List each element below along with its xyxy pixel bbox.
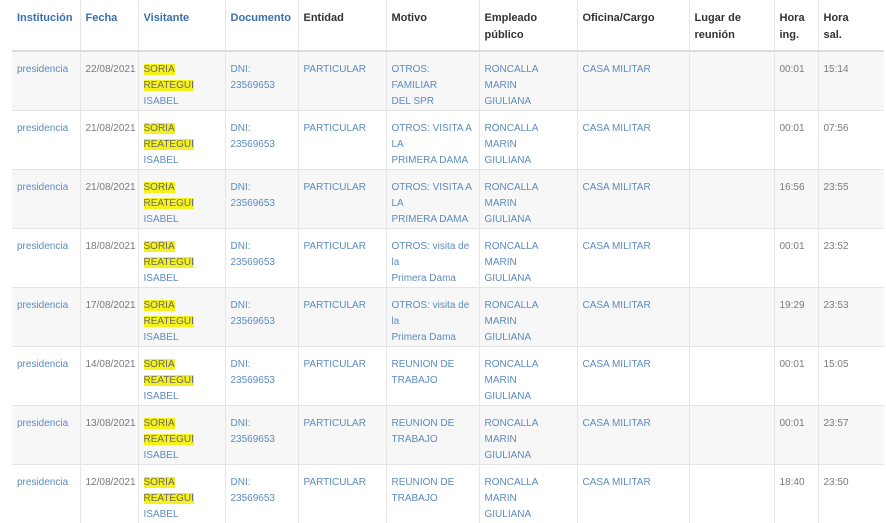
motivo-line2: TRABAJO bbox=[392, 375, 438, 386]
visitante-name-line2: ISABEL bbox=[144, 155, 179, 166]
cell-lugar bbox=[689, 465, 774, 523]
cell-visitante[interactable] bbox=[138, 406, 225, 465]
cell-institucion[interactable]: presidencia bbox=[12, 111, 80, 170]
visitante-highlight: SORIA REATEGUI bbox=[144, 64, 194, 91]
cell-oficina[interactable]: CASA MILITAR bbox=[577, 465, 689, 523]
cell-hora-sal: 23:50 bbox=[818, 465, 884, 523]
cell-hora-ing: 18:40 bbox=[774, 465, 818, 523]
visitante-highlight: SORIA REATEGUI bbox=[144, 477, 194, 504]
cell-oficina[interactable]: CASA MILITAR bbox=[577, 111, 689, 170]
table-row bbox=[12, 111, 884, 170]
cell-entidad[interactable]: PARTICULAR bbox=[298, 347, 386, 406]
cell-documento[interactable]: DNI: 23569653 bbox=[225, 406, 298, 465]
cell-fecha: 22/08/2021 bbox=[80, 51, 138, 111]
cell-empleado[interactable] bbox=[479, 111, 577, 170]
cell-empleado[interactable] bbox=[479, 288, 577, 347]
table-row bbox=[12, 51, 884, 111]
visitante-name-line2: ISABEL bbox=[144, 450, 179, 461]
header-hora-sal-line2: sal. bbox=[824, 29, 842, 41]
cell-entidad[interactable]: PARTICULAR bbox=[298, 465, 386, 523]
header-hora-sal bbox=[818, 0, 884, 51]
cell-visitante[interactable] bbox=[138, 347, 225, 406]
visitante-name-line2: ISABEL bbox=[144, 509, 179, 520]
cell-visitante[interactable] bbox=[138, 229, 225, 288]
motivo-line1: OTROS: visita de la bbox=[392, 241, 470, 268]
cell-institucion[interactable]: presidencia bbox=[12, 229, 80, 288]
cell-fecha: 21/08/2021 bbox=[80, 111, 138, 170]
cell-motivo[interactable] bbox=[386, 170, 479, 229]
cell-hora-ing: 00:01 bbox=[774, 347, 818, 406]
motivo-line2: PRIMERA DAMA bbox=[392, 214, 469, 225]
cell-documento[interactable]: DNI: 23569653 bbox=[225, 170, 298, 229]
cell-oficina[interactable]: CASA MILITAR bbox=[577, 229, 689, 288]
empleado-line1: RONCALLA MARIN bbox=[485, 300, 538, 327]
table-row bbox=[12, 170, 884, 229]
cell-documento[interactable]: DNI: 23569653 bbox=[225, 229, 298, 288]
cell-empleado[interactable] bbox=[479, 465, 577, 523]
motivo-line2: Primera Dama bbox=[392, 273, 456, 284]
empleado-line1: RONCALLA MARIN bbox=[485, 123, 538, 150]
header-hora-ing-line2: ing. bbox=[780, 29, 800, 41]
cell-institucion[interactable]: presidencia bbox=[12, 170, 80, 229]
empleado-line1: RONCALLA MARIN bbox=[485, 418, 538, 445]
table-row bbox=[12, 229, 884, 288]
motivo-line1: REUNION DE bbox=[392, 359, 455, 370]
cell-lugar bbox=[689, 51, 774, 111]
cell-documento[interactable]: DNI: 23569653 bbox=[225, 51, 298, 111]
cell-motivo[interactable] bbox=[386, 288, 479, 347]
cell-documento[interactable]: DNI: 23569653 bbox=[225, 465, 298, 523]
cell-institucion[interactable]: presidencia bbox=[12, 51, 80, 111]
header-oficina: Oficina/Cargo bbox=[577, 0, 689, 51]
cell-empleado[interactable] bbox=[479, 51, 577, 111]
cell-fecha: 13/08/2021 bbox=[80, 406, 138, 465]
motivo-line1: REUNION DE bbox=[392, 418, 455, 429]
cell-visitante[interactable] bbox=[138, 170, 225, 229]
cell-hora-ing: 00:01 bbox=[774, 229, 818, 288]
visits-table bbox=[12, 0, 884, 523]
motivo-line1: OTROS: FAMILIAR bbox=[392, 64, 438, 91]
cell-fecha: 12/08/2021 bbox=[80, 465, 138, 523]
cell-fecha: 14/08/2021 bbox=[80, 347, 138, 406]
cell-hora-sal: 23:53 bbox=[818, 288, 884, 347]
visitante-highlight: SORIA REATEGUI bbox=[144, 182, 194, 209]
header-entidad: Entidad bbox=[298, 0, 386, 51]
cell-entidad[interactable]: PARTICULAR bbox=[298, 406, 386, 465]
cell-hora-sal: 23:52 bbox=[818, 229, 884, 288]
cell-institucion[interactable]: presidencia bbox=[12, 465, 80, 523]
empleado-line2: GIULIANA bbox=[485, 391, 532, 402]
visitante-highlight: SORIA REATEGUI bbox=[144, 418, 194, 445]
cell-entidad[interactable]: PARTICULAR bbox=[298, 288, 386, 347]
visitante-name-line2: ISABEL bbox=[144, 391, 179, 402]
cell-hora-sal: 07:56 bbox=[818, 111, 884, 170]
visitante-name-line2: ISABEL bbox=[144, 273, 179, 284]
cell-empleado[interactable] bbox=[479, 406, 577, 465]
cell-documento[interactable]: DNI: 23569653 bbox=[225, 111, 298, 170]
cell-visitante[interactable] bbox=[138, 288, 225, 347]
cell-visitante[interactable] bbox=[138, 465, 225, 523]
visitante-name-line2: ISABEL bbox=[144, 214, 179, 225]
table-row bbox=[12, 347, 884, 406]
header-empleado: Empleado público bbox=[479, 0, 577, 51]
table-row bbox=[12, 288, 884, 347]
cell-entidad[interactable]: PARTICULAR bbox=[298, 170, 386, 229]
cell-lugar bbox=[689, 347, 774, 406]
visitante-name-line2: ISABEL bbox=[144, 96, 179, 107]
header-motivo: Motivo bbox=[386, 0, 479, 51]
header-lugar: Lugar de reunión bbox=[689, 0, 774, 51]
cell-empleado[interactable] bbox=[479, 170, 577, 229]
motivo-line2: TRABAJO bbox=[392, 493, 438, 504]
cell-lugar bbox=[689, 170, 774, 229]
cell-fecha: 21/08/2021 bbox=[80, 170, 138, 229]
cell-fecha: 18/08/2021 bbox=[80, 229, 138, 288]
cell-motivo[interactable] bbox=[386, 229, 479, 288]
cell-oficina[interactable]: CASA MILITAR bbox=[577, 347, 689, 406]
visitante-highlight: SORIA REATEGUI bbox=[144, 359, 194, 386]
cell-motivo[interactable] bbox=[386, 347, 479, 406]
cell-oficina[interactable]: CASA MILITAR bbox=[577, 51, 689, 111]
empleado-line2: GIULIANA bbox=[485, 214, 532, 225]
header-documento[interactable]: Documento bbox=[225, 0, 298, 51]
table-row bbox=[12, 406, 884, 465]
cell-hora-ing: 19:29 bbox=[774, 288, 818, 347]
cell-empleado[interactable] bbox=[479, 229, 577, 288]
cell-institucion[interactable]: presidencia bbox=[12, 288, 80, 347]
cell-motivo[interactable] bbox=[386, 51, 479, 111]
motivo-line2: Primera Dama bbox=[392, 332, 456, 343]
cell-motivo[interactable] bbox=[386, 406, 479, 465]
visitante-highlight: SORIA REATEGUI bbox=[144, 123, 194, 150]
motivo-line1: OTROS: VISITA A LA bbox=[392, 182, 472, 209]
cell-motivo[interactable] bbox=[386, 465, 479, 523]
cell-institucion[interactable]: presidencia bbox=[12, 406, 80, 465]
cell-hora-ing: 16:56 bbox=[774, 170, 818, 229]
empleado-line1: RONCALLA MARIN bbox=[485, 241, 538, 268]
motivo-line1: OTROS: VISITA A LA bbox=[392, 123, 472, 150]
cell-documento[interactable]: DNI: 23569653 bbox=[225, 288, 298, 347]
cell-oficina[interactable]: CASA MILITAR bbox=[577, 170, 689, 229]
cell-hora-ing: 00:01 bbox=[774, 406, 818, 465]
cell-oficina[interactable]: CASA MILITAR bbox=[577, 288, 689, 347]
empleado-line2: GIULIANA bbox=[485, 96, 532, 107]
motivo-line2: TRABAJO bbox=[392, 434, 438, 445]
cell-hora-sal: 23:57 bbox=[818, 406, 884, 465]
table-row bbox=[12, 465, 884, 523]
motivo-line1: OTROS: visita de la bbox=[392, 300, 470, 327]
visitante-highlight: SORIA REATEGUI bbox=[144, 241, 194, 268]
empleado-line1: RONCALLA MARIN bbox=[485, 477, 538, 504]
cell-lugar bbox=[689, 288, 774, 347]
cell-empleado[interactable] bbox=[479, 347, 577, 406]
empleado-line2: GIULIANA bbox=[485, 509, 532, 520]
header-hora-sal-line1: Hora bbox=[824, 12, 849, 24]
motivo-line1: REUNION DE bbox=[392, 477, 455, 488]
header-fecha[interactable]: Fecha bbox=[80, 0, 138, 51]
empleado-line1: RONCALLA MARIN bbox=[485, 182, 538, 209]
cell-documento[interactable]: DNI: 23569653 bbox=[225, 347, 298, 406]
header-hora-ing bbox=[774, 0, 818, 51]
cell-motivo[interactable] bbox=[386, 111, 479, 170]
empleado-line2: GIULIANA bbox=[485, 450, 532, 461]
cell-hora-ing: 00:01 bbox=[774, 51, 818, 111]
cell-entidad[interactable]: PARTICULAR bbox=[298, 51, 386, 111]
table-header-row bbox=[12, 0, 884, 51]
empleado-line2: GIULIANA bbox=[485, 155, 532, 166]
cell-hora-sal: 15:14 bbox=[818, 51, 884, 111]
cell-hora-ing: 00:01 bbox=[774, 111, 818, 170]
cell-visitante[interactable] bbox=[138, 51, 225, 111]
cell-lugar bbox=[689, 111, 774, 170]
cell-hora-sal: 23:55 bbox=[818, 170, 884, 229]
header-institucion[interactable]: Institución bbox=[12, 0, 80, 51]
cell-entidad[interactable]: PARTICULAR bbox=[298, 111, 386, 170]
motivo-line2: PRIMERA DAMA bbox=[392, 155, 469, 166]
cell-lugar bbox=[689, 406, 774, 465]
cell-visitante[interactable] bbox=[138, 111, 225, 170]
cell-hora-sal: 15:05 bbox=[818, 347, 884, 406]
motivo-line2: DEL SPR bbox=[392, 96, 434, 107]
empleado-line2: GIULIANA bbox=[485, 332, 532, 343]
empleado-line2: GIULIANA bbox=[485, 273, 532, 284]
header-visitante[interactable]: Visitante bbox=[138, 0, 225, 51]
empleado-line1: RONCALLA MARIN bbox=[485, 359, 538, 386]
visitante-highlight: SORIA REATEGUI bbox=[144, 300, 194, 327]
cell-fecha: 17/08/2021 bbox=[80, 288, 138, 347]
cell-institucion[interactable]: presidencia bbox=[12, 347, 80, 406]
cell-lugar bbox=[689, 229, 774, 288]
cell-entidad[interactable]: PARTICULAR bbox=[298, 229, 386, 288]
empleado-line1: RONCALLA MARIN bbox=[485, 64, 538, 91]
cell-oficina[interactable]: CASA MILITAR bbox=[577, 406, 689, 465]
visitante-name-line2: ISABEL bbox=[144, 332, 179, 343]
header-hora-ing-line1: Hora bbox=[780, 12, 805, 24]
